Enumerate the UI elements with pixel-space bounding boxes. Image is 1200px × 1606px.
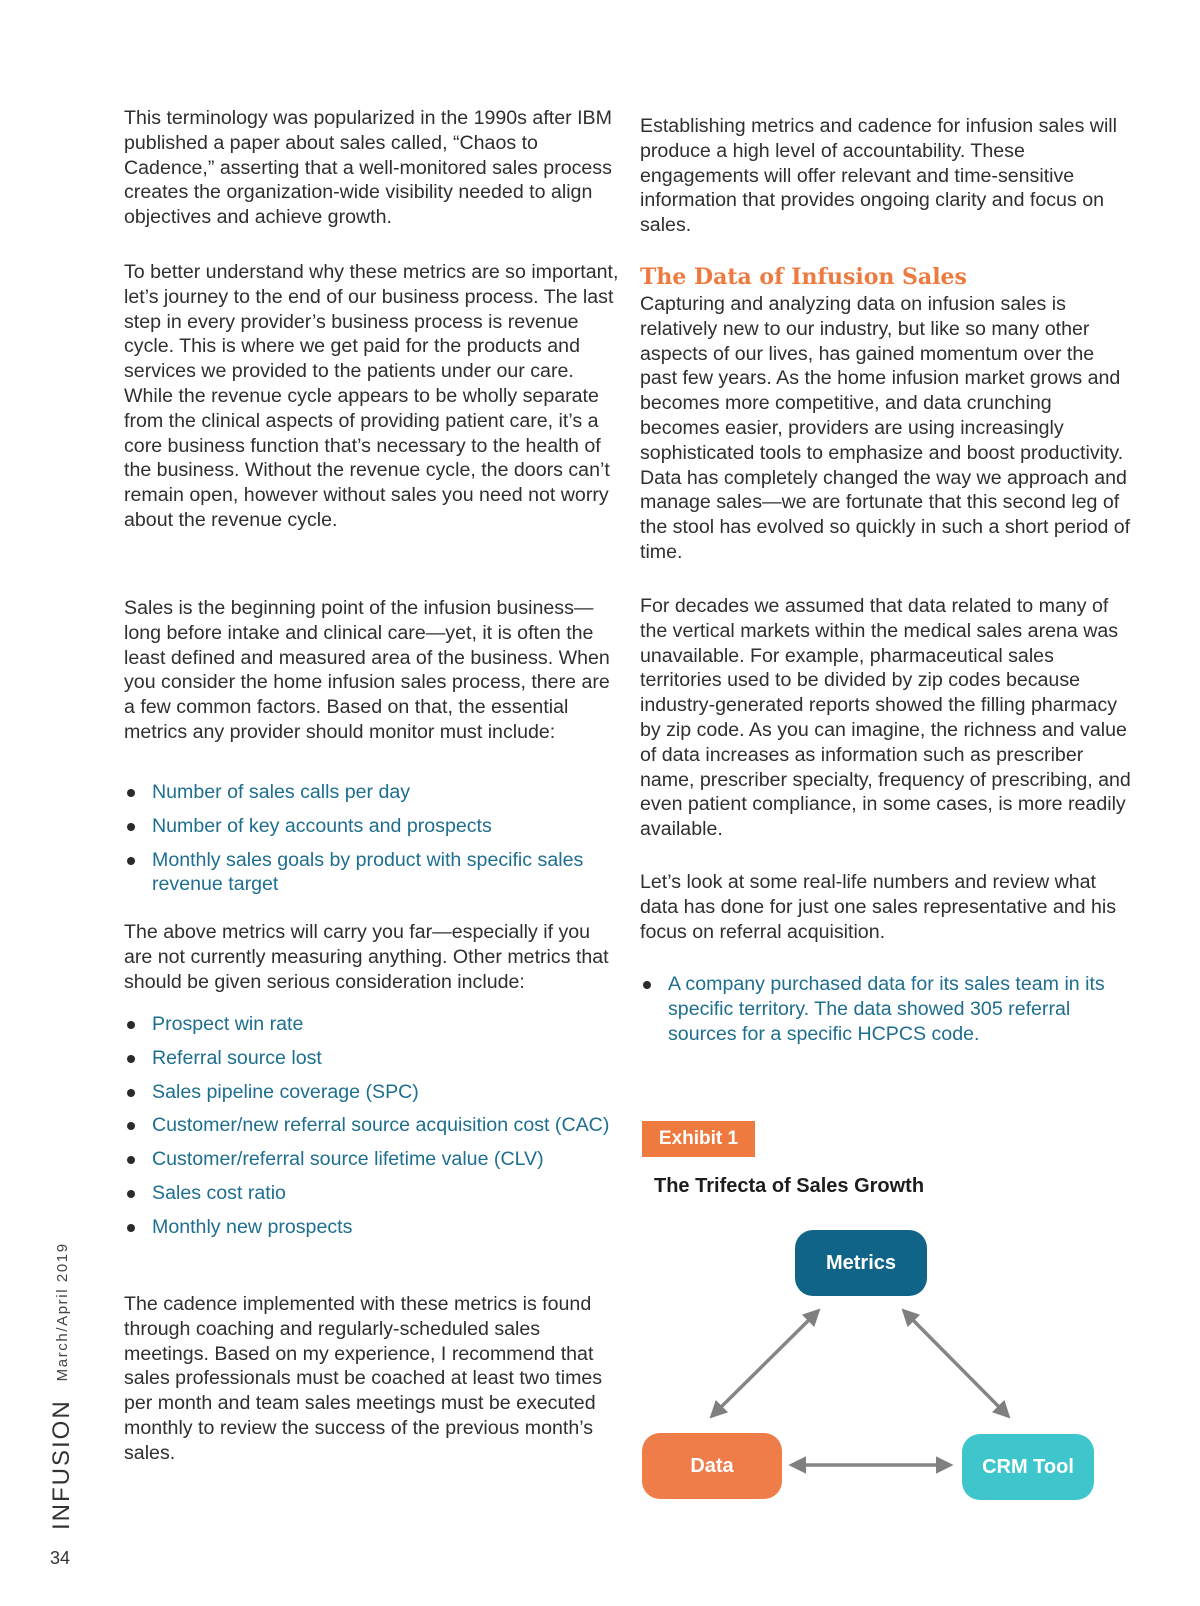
issue-date: March/April 2019 xyxy=(53,1242,71,1382)
arrow-metrics-data xyxy=(712,1311,818,1416)
list-item: Customer/referral source lifetime value (CLV) xyxy=(124,1147,619,1172)
list-item: Number of sales calls per day xyxy=(124,780,619,805)
list-item: A company purchased data for its sales team in its specific territory. The data showed 305 referral sources for a specific HCPCS code. xyxy=(640,972,1132,1046)
body-paragraph: Establishing metrics and cadence for infusion sales will produce a high level of accountability. These engagements will offer relevant and time-sensitive information that provides ongoing clarity and focus on sales. xyxy=(640,115,1118,237)
list-item: Referral source lost xyxy=(124,1046,619,1071)
body-paragraph: Let’s look at some real-life numbers and review what data has done for just one sales representative and his focus on referral acquisition. xyxy=(640,871,1116,943)
list-item: Sales pipeline coverage (SPC) xyxy=(124,1080,619,1105)
list-item: Prospect win rate xyxy=(124,1012,619,1037)
exhibit-title: The Trifecta of Sales Growth xyxy=(654,1175,925,1197)
body-paragraph: To better understand why these metrics are so important, let’s journey to the end of our business process. The last step in every provider’s business process is revenue cycle. This is where we get paid for the products and services we provided to the patients under our care. While the revenue cycle appears to be wholly separate from the clinical aspects of providing patient care, it’s a core business function that’s necessary to the health of the business. Without the revenue cycle, the doors can’t remain open, however without sales you need not worry about the revenue cycle. xyxy=(124,261,619,531)
body-paragraph: This terminology was popularized in the 1990s after IBM published a paper about sales called, “Chaos to Cadence,” asserting that a well-monitored sales process creates the organization-wide visibility needed to align objectives and achieve growth. xyxy=(124,107,612,229)
body-paragraph: The above metrics will carry you far—especially if you are not currently measuring anything. Other metrics that should be given serious consideration include: xyxy=(124,921,609,993)
body-paragraph: Capturing and analyzing data on infusion sales is relatively new to our industry, but like so many other aspects of our lives, has gained momentum over the past few years. As the home infusion market grows and becomes more competitive, and data crunching becomes easier, providers are using increasingly sophisticated tools to emphasize and boost productivity. Data has completely changed the way we approach and manage sales—we are fortunate that this second leg of the stool has evolved so quickly in such a short period of time. xyxy=(640,293,1131,563)
list-item: Sales cost ratio xyxy=(124,1181,619,1206)
body-paragraph: The cadence implemented with these metrics is found through coaching and regularly-scheduled sales meetings. Based on my experience, I recommend that sales professionals must be coached at least two times per month and team sales meetings must be executed monthly to review the success of the previous month’s sales. xyxy=(124,1293,603,1464)
data-node: Data xyxy=(642,1433,782,1499)
list-item: Monthly new prospects xyxy=(124,1215,619,1240)
list-item: Customer/new referral source acquisition cost (CAC) xyxy=(124,1113,619,1138)
body-paragraph: Sales is the beginning point of the infusion business—long before intake and clinical care—yet, it is often the least defined and measured area of the business. When you consider the home infusion sales process, there are a few common factors. Based on that, the essential metrics any provider should monitor must include: xyxy=(124,597,610,743)
brand-logo: INFUSION xyxy=(48,1399,75,1530)
body-paragraph: For decades we assumed that data related to many of the vertical markets within the medical sales arena was unavailable. For example, pharmaceutical sales territories used to be divided by zip codes because industry-generated reports showed the filling pharmacy by zip code. As you can imagine, the richness and value of data increases as information such as prescriber name, prescriber specialty, frequency of prescribing, and even patient compliance, in some cases, is more readily available. xyxy=(640,595,1131,841)
list-item: Monthly sales goals by product with specific sales revenue target xyxy=(124,848,619,898)
exhibit-label: Exhibit 1 xyxy=(642,1121,755,1157)
crm-tool-node: CRM Tool xyxy=(962,1434,1094,1500)
list-item: Number of key accounts and prospects xyxy=(124,814,619,839)
vertical-masthead xyxy=(48,1242,84,1530)
page-number: 34 xyxy=(50,1548,71,1568)
metrics-node: Metrics xyxy=(795,1230,927,1296)
section-heading: The Data of Infusion Sales xyxy=(640,264,967,290)
arrow-metrics-crm xyxy=(904,1311,1008,1416)
